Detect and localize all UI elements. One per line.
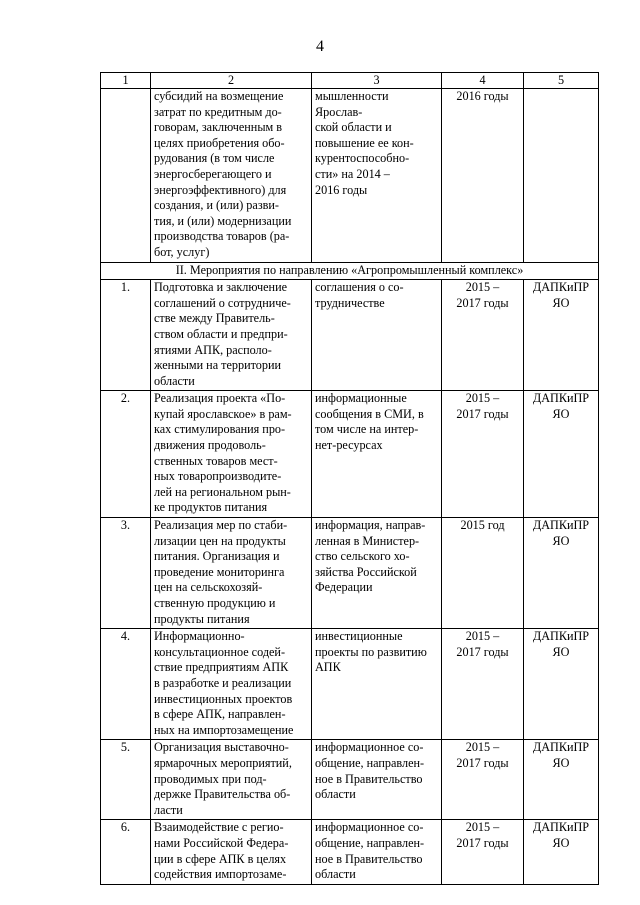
cell-responsible: ДАПКиПР ЯО xyxy=(524,740,599,820)
cell-period: 2015 – 2017 годы xyxy=(442,740,524,820)
cell-result: инвестиционные проекты по развитию АПК xyxy=(312,629,442,740)
table-row-continued xyxy=(101,89,599,263)
cell-result: информация, направ- ленная в Министер- ство сельского хо- зяйства Российской Федерации xyxy=(312,518,442,629)
cell-action: Реализация мер по стаби- лизации цен на продукты питания. Организация и проведение мониторинга цен на сельскохозяй- ственную продукцию и продукты питания xyxy=(151,518,312,629)
column-number-header: 3 xyxy=(312,73,442,89)
table-row xyxy=(101,280,599,391)
cell-period: 2015 – 2017 годы xyxy=(442,391,524,518)
cell-number: 2. xyxy=(101,391,151,518)
cell-number: 5. xyxy=(101,740,151,820)
cell-action: Взаимодействие с регио- нами Российской Федера- ции в сфере АПК в целях содействия импортозаме- xyxy=(151,820,312,884)
cell-result: информационное со- общение, направлен- ное в Правительство области xyxy=(312,820,442,884)
cell-action: субсидий на возмещение затрат по кредитным до- говорам, заключенным в целях приобретения обо- рудования (в том числе энергосберегающего и энергоэффективного) для создания, и (или) разви- тия, и (или) модернизации производства товаров (ра- бот, услуг) xyxy=(151,89,312,263)
cell-responsible: ДАПКиПР ЯО xyxy=(524,391,599,518)
measures-table xyxy=(100,72,599,885)
section-title: II. Мероприятия по направлению «Агропромышленный комплекс» xyxy=(101,262,599,280)
table-row xyxy=(101,820,599,884)
table-row xyxy=(101,391,599,518)
table-row xyxy=(101,518,599,629)
cell-action: Информационно- консультационное содей- ствие предприятиям АПК в разработке и реализации инвестиционных проектов в сфере АПК, направлен- ных на импортозамещение xyxy=(151,629,312,740)
cell-result: соглашения о со- трудничестве xyxy=(312,280,442,391)
column-number-header: 2 xyxy=(151,73,312,89)
column-number-header: 5 xyxy=(524,73,599,89)
cell-period: 2015 – 2017 годы xyxy=(442,820,524,884)
column-number-header: 1 xyxy=(101,73,151,89)
cell-action: Реализация проекта «По- купай ярославское» в рам- ках стимулирования про- движения продоволь- ственных товаров мест- ных товаропроизводите- лей на региональном рын- ке продуктов питания xyxy=(151,391,312,518)
cell-result: информационные сообщения в СМИ, в том числе на интер- нет-ресурсах xyxy=(312,391,442,518)
cell-period: 2015 – 2017 годы xyxy=(442,280,524,391)
section-row xyxy=(101,262,599,280)
cell-responsible: ДАПКиПР ЯО xyxy=(524,629,599,740)
cell-action: Подготовка и заключение соглашений о сотрудниче- стве между Правитель- ством области и предпри- ятиями АПК, располо- женными на территории области xyxy=(151,280,312,391)
cell-number: 4. xyxy=(101,629,151,740)
cell-number: 3. xyxy=(101,518,151,629)
cell-period: 2015 – 2017 годы xyxy=(442,629,524,740)
cell-result: информационное со- общение, направлен- ное в Правительство области xyxy=(312,740,442,820)
table-header-row xyxy=(101,73,599,89)
column-number-header: 4 xyxy=(442,73,524,89)
cell-period: 2016 годы xyxy=(442,89,524,263)
cell-result: мышленности Ярослав- ской области и повышение ее кон- курентоспособно- сти» на 2014 – 2016 годы xyxy=(312,89,442,263)
cell-responsible: ДАПКиПР ЯО xyxy=(524,518,599,629)
cell-period: 2015 год xyxy=(442,518,524,629)
cell-number: 6. xyxy=(101,820,151,884)
cell-responsible xyxy=(524,89,599,263)
table-row xyxy=(101,629,599,740)
table-body xyxy=(101,280,599,885)
page-number: 4 xyxy=(316,38,324,55)
cell-action: Организация выставочно- ярмарочных мероприятий, проводимых при под- держке Правительства об- ласти xyxy=(151,740,312,820)
cell-responsible: ДАПКиПР ЯО xyxy=(524,820,599,884)
cell-number xyxy=(101,89,151,263)
table-row xyxy=(101,740,599,820)
cell-responsible: ДАПКиПР ЯО xyxy=(524,280,599,391)
cell-number: 1. xyxy=(101,280,151,391)
